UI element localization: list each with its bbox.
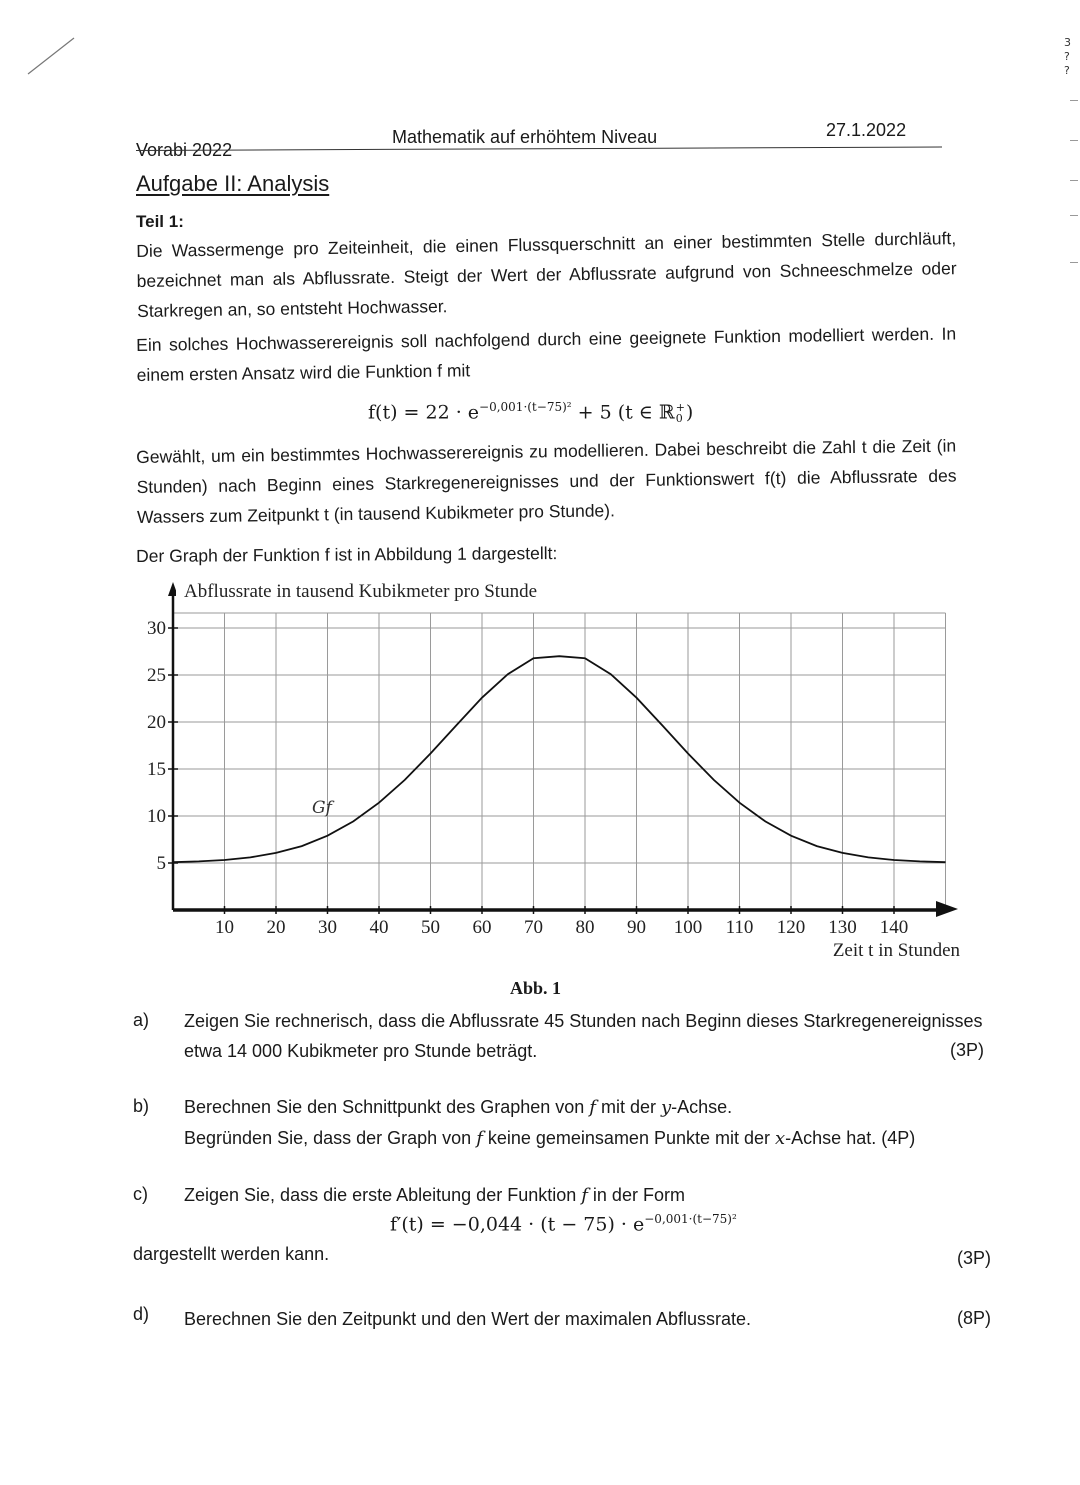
formula-fprime [390, 1212, 737, 1235]
section-title: Aufgabe II: Analysis [136, 171, 330, 196]
task-b-line1-c: -Achse. [671, 1097, 733, 1117]
task-c-text-a: Zeigen Sie, dass die erste Ableitung der Funktion [184, 1185, 582, 1205]
x-tick-label: 100 [673, 917, 703, 938]
y-axis-label: Abflussrate in tausend Kubikmeter pro Stunde [184, 581, 538, 602]
header-left: Vorabi 2022 [136, 140, 233, 160]
paragraph-model: Ein solches Hochwasserereignis soll nachfolgend durch eine geeignete Funktion modelliert werden. In einem ersten Ansatz wird die Funktion f mit [136, 323, 957, 385]
task-b-var-y: y [660, 1097, 672, 1118]
task-d-points: (8P) [957, 1308, 992, 1328]
chart-grid [173, 613, 946, 910]
curve-label: Gf [312, 798, 332, 819]
task-b-line1-a: Berechnen Sie den Schnittpunkt des Graphen von [184, 1097, 590, 1117]
x-tick-label: 20 [266, 917, 286, 938]
task-c-var-f: f [581, 1185, 588, 1206]
x-tick-label: 120 [776, 917, 806, 938]
task-b-line1-b: mit der [595, 1097, 661, 1117]
margin-marks [1064, 36, 1071, 78]
formula-f-domain-sub: 0 [675, 412, 683, 426]
formula-f-exponent: −0,001·(t−75)² [479, 400, 572, 414]
x-tick-label: 10 [215, 917, 234, 938]
figure-caption: Abb. 1 [510, 978, 562, 998]
header-center: Mathematik auf erhöhtem Niveau [392, 127, 658, 147]
margin-mark: 3 [1064, 36, 1071, 49]
x-tick-label: 80 [575, 917, 595, 938]
margin-mark: ? [1064, 50, 1070, 63]
task-b-line2-a: Begründen Sie, dass der Graph von [184, 1128, 477, 1148]
task-b-text [184, 1092, 1004, 1154]
margin-mark: ? [1064, 64, 1070, 77]
part-label: Teil 1: [136, 212, 184, 231]
task-a-text: Zeigen Sie rechnerisch, dass die Abflussrate 45 Stunden nach Beginn dieses Starkregenereignisses etwa 14 000 Kubikmeter pro Stunde beträgt. [184, 1011, 983, 1061]
formula-f-lhs: f(t) = 22 · e [368, 401, 480, 424]
paragraph-description: Gewählt, um ein bestimmtes Hochwasserereignis zu modellieren. Dabei beschreibt die Zahl t die Zeit (in Stunden) nach Beginn eines Starkregenereignisses und der Funktionswert f(t) die Abflussrate des Wassers zum Zeitpunkt t (in tausend Kubikmeter pro Stunde). [136, 435, 957, 527]
task-d-letter: d) [133, 1304, 150, 1324]
task-c-tail: dargestellt werden kann. [133, 1244, 330, 1264]
task-c-points: (3P) [957, 1248, 992, 1268]
formula-f-domain-sup: + [675, 401, 685, 415]
x-tick-label: 30 [318, 917, 337, 938]
x-tick-label: 60 [472, 917, 492, 938]
task-c-text-b: in der Form [587, 1185, 685, 1205]
task-c-text [184, 1180, 685, 1211]
scan-pencil-mark [26, 34, 78, 78]
y-tick-label: 20 [147, 712, 166, 733]
task-b-letter: b) [133, 1096, 150, 1116]
paragraph-intro: Die Wassermenge pro Zeiteinheit, die einen Flussquerschnitt an einer bestimmten Stelle durchläuft, bezeichnet man als Abflussrate. Steigt der Wert der Abflussrate aufgrund von Schneeschmelze oder Starkregen an, so entsteht Hochwasser. [136, 228, 957, 321]
task-a-points: (3P) [950, 1040, 985, 1060]
x-axis-label: Zeit t in Stunden [832, 940, 960, 961]
x-axis-arrow [936, 901, 958, 917]
formula-fprime-lhs: f′(t) = −0,044 · (t − 75) · e [390, 1213, 645, 1236]
x-tick-label: 90 [627, 917, 646, 938]
y-tick-label: 15 [147, 759, 166, 780]
task-b-line2-b: keine gemeinsamen Punkte mit der [482, 1128, 776, 1148]
task-c-letter: c) [133, 1184, 148, 1204]
task-b-var-f2: f [476, 1128, 483, 1149]
formula-fprime-exponent: −0,001·(t−75)² [644, 1212, 737, 1226]
task-d-text: Berechnen Sie den Zeitpunkt und den Wert der maximalen Abflussrate. [184, 1309, 751, 1329]
x-tick-label: 140 [879, 917, 909, 938]
y-tick-label: 30 [147, 618, 166, 639]
x-tick-label: 70 [524, 917, 543, 938]
y-tick-label: 10 [147, 806, 166, 827]
formula-f-rhs: + 5 (t ∈ ℝ [571, 401, 675, 424]
x-tick-label: 50 [421, 917, 440, 938]
chart-axes [168, 582, 958, 917]
formula-f [368, 400, 693, 424]
task-b-var-x: x [775, 1128, 786, 1149]
header-date: 27.1.2022 [826, 120, 907, 140]
x-tick-label: 110 [725, 917, 754, 938]
task-b-line2-c: -Achse hat. (4P) [785, 1128, 916, 1148]
x-tick-label: 40 [369, 917, 389, 938]
y-tick-label: 5 [156, 853, 166, 874]
curve-gf [173, 656, 946, 862]
x-tick-label: 130 [828, 917, 857, 938]
task-b-var-f: f [589, 1097, 596, 1118]
y-tick-label: 25 [147, 665, 166, 686]
formula-f-close: ) [685, 401, 694, 424]
task-a-letter: a) [133, 1010, 150, 1030]
figure-graph [130, 566, 970, 966]
graph-intro: Der Graph der Funktion f ist in Abbildung 1 dargestellt: [136, 543, 558, 566]
